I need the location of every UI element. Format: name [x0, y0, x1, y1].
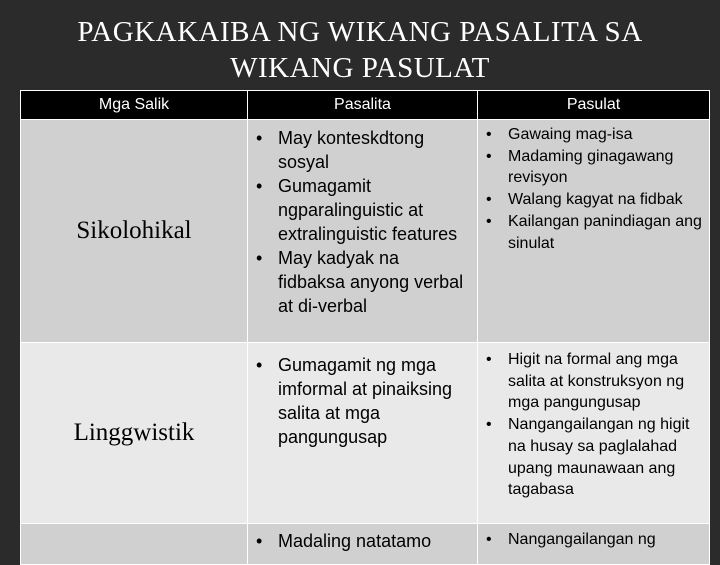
factor-cell: Sikolohikal	[21, 120, 248, 343]
comparison-table	[20, 90, 710, 565]
pasulat-cell	[478, 524, 710, 565]
list-item: • May konteskdtong sosyal	[278, 126, 471, 174]
list-item: • Kailangan panindiagan ang sinulat	[508, 211, 705, 254]
slide-title-line-1: PAGKAKAIBA NG WIKANG PASALITA SA	[77, 16, 643, 48]
pasalita-list	[248, 120, 477, 318]
pasulat-list	[478, 120, 709, 254]
table-header-row	[21, 91, 710, 120]
pasalita-list	[248, 343, 477, 449]
pasalita-cell	[248, 120, 478, 343]
pasalita-cell	[248, 524, 478, 565]
pasalita-cell	[248, 343, 478, 524]
list-item: • Higit na formal ang mga salita at konstruksyon ng mga pangungusap	[508, 349, 705, 414]
table-row-sikolohikal	[21, 120, 710, 343]
list-item: • Madaling natatamo	[278, 529, 471, 553]
header-mga-salik: Mga Salik	[21, 91, 248, 120]
list-item: • May kadyak na fidbaksa anyong verbal at di-verbal	[278, 246, 471, 318]
pasulat-cell	[478, 120, 710, 343]
table-row-partial	[21, 524, 710, 565]
slide-title	[0, 14, 720, 86]
header-pasalita: Pasalita	[248, 91, 478, 120]
list-item: • Gumagamit ngparalinguistic at extralinguistic features	[278, 174, 471, 246]
factor-cell: Linggwistik	[21, 343, 248, 524]
list-item: • Gawaing mag-isa	[508, 124, 705, 146]
pasalita-list	[248, 524, 477, 553]
list-item: • Madaming ginagawang revisyon	[508, 146, 705, 189]
table-row-linggwistik	[21, 343, 710, 524]
list-item: • Nangangailangan ng higit na husay sa paglalahad upang maunawaan ang tagabasa	[508, 414, 705, 501]
slide-title-line-2: WIKANG PASULAT	[230, 52, 490, 84]
list-item: • Walang kagyat na fidbak	[508, 189, 705, 211]
header-pasulat: Pasulat	[478, 91, 710, 120]
list-item: • Gumagamit ng mga imformal at pinaiksing salita at mga pangungusap	[278, 353, 471, 449]
pasulat-cell	[478, 343, 710, 524]
pasulat-list	[478, 524, 709, 551]
factor-cell	[21, 524, 248, 565]
list-item: • Nangangailangan ng	[508, 529, 705, 551]
pasulat-list	[478, 343, 709, 501]
